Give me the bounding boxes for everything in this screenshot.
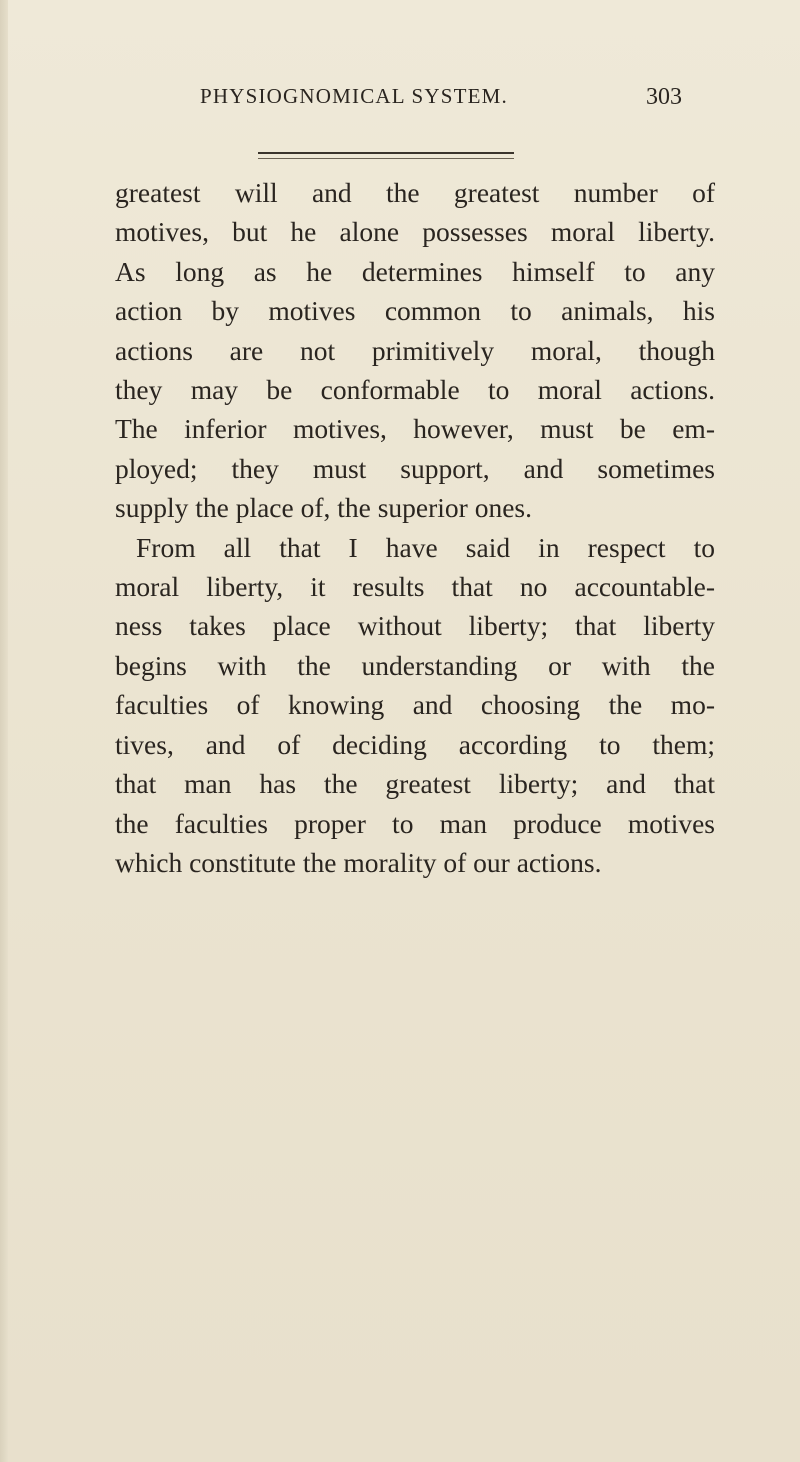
text-line: that man has the greatest liberty; and that xyxy=(115,768,715,800)
body-text xyxy=(115,173,715,882)
text-line: greatest will and the greatest number of xyxy=(115,177,715,208)
text-line: The inferior motives, however, must be em- xyxy=(115,413,715,445)
running-head xyxy=(200,84,682,114)
text-line: actions are not primitively moral, though xyxy=(115,334,715,366)
text-line: faculties of knowing and choosing the mo- xyxy=(115,689,715,721)
header-rule xyxy=(258,152,514,154)
text-line: supply the place of, the superior ones. xyxy=(115,492,532,524)
text-line: ness takes place without liberty; that liberty xyxy=(115,610,715,642)
text-line: the faculties proper to man produce motives xyxy=(115,807,715,839)
text-line: From all that I have said in respect to xyxy=(136,531,715,563)
text-line: motives, but he alone possesses moral liberty. xyxy=(115,216,715,248)
text-line: they may be conformable to moral actions. xyxy=(115,374,715,406)
text-line: action by motives common to animals, his xyxy=(115,295,715,327)
header-rule-thin xyxy=(258,158,514,159)
text-line: begins with the understanding or with the xyxy=(115,649,715,681)
text-line: which constitute the morality of our actions. xyxy=(115,846,602,878)
page-number: 303 xyxy=(646,84,682,110)
text-line: ployed; they must support, and sometimes xyxy=(115,452,715,484)
running-head-title: PHYSIOGNOMICAL SYSTEM. xyxy=(200,84,508,108)
text-line: moral liberty, it results that no accountable- xyxy=(115,571,715,603)
text-line: As long as he determines himself to any xyxy=(115,255,715,287)
text-line: tives, and of deciding according to them; xyxy=(115,728,715,760)
page-gutter-edge xyxy=(0,0,8,1462)
